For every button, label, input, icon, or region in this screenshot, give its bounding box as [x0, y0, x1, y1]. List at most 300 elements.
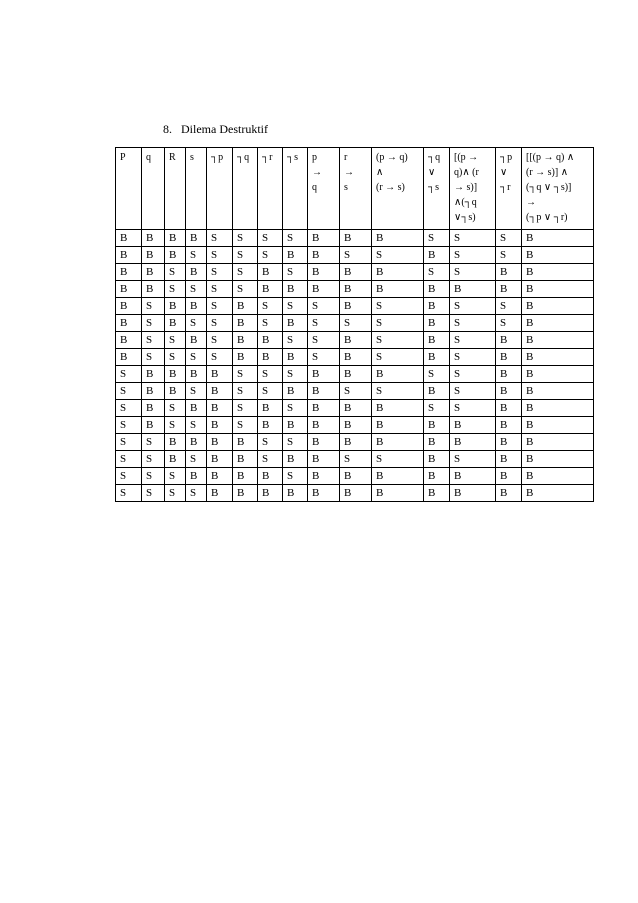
table-cell: S [116, 485, 142, 502]
table-cell: B [522, 383, 594, 400]
column-header-line: R [169, 152, 176, 163]
column-header-line: ┐q [428, 152, 441, 163]
column-header-line: ∨ [500, 167, 508, 178]
column-header-line: [[(p → q) ∧ [526, 152, 575, 163]
table-cell: B [258, 264, 283, 281]
column-header-line: (┐p ∨ ┐r) [526, 212, 568, 223]
table-cell: S [424, 230, 450, 247]
table-cell: B [522, 281, 594, 298]
table-cell: B [142, 264, 165, 281]
column-header [424, 148, 450, 230]
table-cell: B [496, 332, 522, 349]
table-cell: B [233, 451, 258, 468]
column-header-line: → [312, 167, 322, 178]
table-cell: S [372, 247, 424, 264]
table-cell: S [207, 264, 233, 281]
table-cell: B [308, 417, 340, 434]
table-row [116, 281, 594, 298]
table-cell: B [424, 349, 450, 366]
table-cell: S [233, 366, 258, 383]
table-cell: S [283, 434, 308, 451]
table-cell: S [116, 417, 142, 434]
table-cell: B [340, 230, 372, 247]
table-cell: B [116, 332, 142, 349]
header-row [116, 148, 594, 230]
truth-table-header [116, 148, 594, 230]
table-row [116, 230, 594, 247]
table-cell: S [283, 264, 308, 281]
table-cell: B [186, 366, 207, 383]
table-cell: B [340, 468, 372, 485]
column-header-line: p [312, 152, 317, 163]
table-cell: B [496, 417, 522, 434]
table-cell: S [186, 383, 207, 400]
table-cell: B [340, 417, 372, 434]
table-cell: S [450, 383, 496, 400]
table-cell: B [116, 264, 142, 281]
column-header-line: ┐s [428, 182, 439, 193]
table-cell: B [340, 349, 372, 366]
table-cell: S [142, 485, 165, 502]
column-header-line: (p → q) [376, 152, 408, 163]
table-cell: B [142, 400, 165, 417]
column-header-line: (┐q ∨ ┐s)] [526, 182, 572, 193]
table-cell: S [450, 298, 496, 315]
table-cell: S [258, 247, 283, 264]
column-header-line: → [526, 197, 536, 208]
table-cell: B [116, 230, 142, 247]
table-cell: B [424, 451, 450, 468]
table-cell: B [142, 383, 165, 400]
table-cell: B [186, 264, 207, 281]
column-header-line: ┐p [211, 152, 224, 163]
table-cell: B [233, 434, 258, 451]
table-cell: B [258, 332, 283, 349]
table-cell: S [450, 400, 496, 417]
table-cell: B [522, 400, 594, 417]
table-cell: S [207, 281, 233, 298]
column-header-line: ∨ [428, 167, 436, 178]
column-header-line: → s)] [454, 182, 478, 193]
table-cell: S [372, 315, 424, 332]
table-cell: B [372, 468, 424, 485]
table-cell: B [233, 298, 258, 315]
table-cell: B [496, 485, 522, 502]
table-cell: B [496, 383, 522, 400]
column-header [496, 148, 522, 230]
table-cell: B [258, 281, 283, 298]
table-cell: S [340, 383, 372, 400]
table-cell: B [207, 366, 233, 383]
table-cell: B [142, 417, 165, 434]
table-cell: B [207, 485, 233, 502]
table-cell: S [283, 366, 308, 383]
table-cell: B [258, 485, 283, 502]
table-cell: S [142, 434, 165, 451]
column-header-line: q [146, 152, 151, 163]
table-cell: S [450, 366, 496, 383]
table-cell: S [165, 264, 186, 281]
table-cell: B [340, 434, 372, 451]
table-cell: B [165, 298, 186, 315]
table-cell: S [340, 315, 372, 332]
table-cell: S [258, 434, 283, 451]
table-row [116, 332, 594, 349]
table-cell: B [207, 400, 233, 417]
section-heading: Dilema Destruktif [181, 122, 268, 136]
column-header-line: ┐s [287, 152, 298, 163]
column-header [207, 148, 233, 230]
table-cell: B [424, 468, 450, 485]
table-cell: S [372, 349, 424, 366]
table-cell: S [496, 230, 522, 247]
section-number: 8. [163, 122, 172, 136]
table-cell: B [522, 468, 594, 485]
table-cell: B [450, 468, 496, 485]
table-cell: S [233, 383, 258, 400]
table-cell: S [142, 349, 165, 366]
table-cell: S [450, 230, 496, 247]
table-cell: B [372, 417, 424, 434]
table-cell: B [308, 281, 340, 298]
table-cell: B [496, 281, 522, 298]
table-cell: B [165, 434, 186, 451]
table-cell: S [258, 298, 283, 315]
table-cell: B [522, 264, 594, 281]
table-cell: S [142, 298, 165, 315]
table-cell: B [186, 468, 207, 485]
table-cell: B [340, 298, 372, 315]
table-cell: S [186, 451, 207, 468]
table-cell: B [258, 417, 283, 434]
table-cell: S [258, 230, 283, 247]
table-cell: S [283, 298, 308, 315]
table-row [116, 434, 594, 451]
truth-table-body [116, 230, 594, 502]
table-cell: S [308, 315, 340, 332]
table-cell: B [308, 366, 340, 383]
table-cell: B [308, 247, 340, 264]
table-cell: B [283, 315, 308, 332]
table-cell: S [165, 417, 186, 434]
table-cell: B [450, 434, 496, 451]
column-header-line: ∧(┐q [454, 197, 477, 208]
table-row [116, 400, 594, 417]
table-cell: S [233, 281, 258, 298]
table-cell: B [308, 383, 340, 400]
table-cell: B [233, 485, 258, 502]
table-cell: B [522, 434, 594, 451]
table-cell: S [207, 247, 233, 264]
table-cell: S [258, 366, 283, 383]
table-cell: B [258, 400, 283, 417]
column-header-line: P [120, 152, 126, 163]
table-cell: B [207, 417, 233, 434]
table-cell: B [372, 434, 424, 451]
table-cell: B [424, 247, 450, 264]
table-cell: S [450, 332, 496, 349]
table-cell: B [424, 332, 450, 349]
table-cell: B [116, 281, 142, 298]
table-cell: B [450, 485, 496, 502]
table-row [116, 468, 594, 485]
table-cell: B [496, 434, 522, 451]
table-cell: S [165, 485, 186, 502]
table-cell: B [258, 349, 283, 366]
column-header-line: q)∧ (r [454, 167, 479, 178]
table-cell: B [522, 230, 594, 247]
table-cell: B [308, 468, 340, 485]
table-cell: B [308, 434, 340, 451]
table-row [116, 451, 594, 468]
table-cell: S [450, 349, 496, 366]
table-row [116, 264, 594, 281]
table-cell: S [186, 417, 207, 434]
table-cell: B [522, 417, 594, 434]
table-cell: B [522, 349, 594, 366]
column-header-line: [(p → [454, 152, 479, 163]
table-cell: B [522, 315, 594, 332]
table-cell: S [450, 451, 496, 468]
table-row [116, 247, 594, 264]
table-cell: S [207, 349, 233, 366]
table-cell: S [186, 485, 207, 502]
table-cell: S [496, 315, 522, 332]
column-header [165, 148, 186, 230]
table-cell: B [450, 417, 496, 434]
table-cell: S [233, 417, 258, 434]
table-cell: S [233, 264, 258, 281]
table-cell: S [450, 264, 496, 281]
table-cell: B [207, 451, 233, 468]
table-cell: B [308, 400, 340, 417]
table-cell: S [496, 298, 522, 315]
table-cell: B [522, 298, 594, 315]
table-cell: S [308, 332, 340, 349]
table-cell: S [186, 281, 207, 298]
table-cell: S [283, 468, 308, 485]
table-cell: B [450, 281, 496, 298]
table-cell: B [522, 247, 594, 264]
table-cell: B [186, 434, 207, 451]
table-cell: S [450, 315, 496, 332]
table-row [116, 485, 594, 502]
column-header [308, 148, 340, 230]
table-cell: B [258, 468, 283, 485]
truth-table [115, 147, 594, 502]
table-cell: B [165, 230, 186, 247]
table-cell: S [142, 451, 165, 468]
table-cell: S [142, 468, 165, 485]
table-cell: B [308, 485, 340, 502]
column-header [233, 148, 258, 230]
table-cell: B [424, 485, 450, 502]
table-cell: B [283, 451, 308, 468]
table-cell: B [340, 264, 372, 281]
table-cell: B [186, 332, 207, 349]
table-cell: S [258, 451, 283, 468]
table-cell: S [165, 349, 186, 366]
column-header-line: s [190, 152, 194, 163]
table-cell: B [142, 230, 165, 247]
column-header-line: (r → s) [376, 182, 405, 193]
column-header [186, 148, 207, 230]
column-header-line: ┐r [262, 152, 273, 163]
table-cell: B [340, 332, 372, 349]
column-header-line: q [312, 182, 317, 193]
table-cell: B [233, 468, 258, 485]
column-header [283, 148, 308, 230]
table-cell: B [233, 332, 258, 349]
table-cell: S [308, 349, 340, 366]
table-cell: S [207, 315, 233, 332]
table-cell: B [496, 349, 522, 366]
table-cell: B [372, 485, 424, 502]
table-cell: B [424, 383, 450, 400]
table-cell: B [207, 468, 233, 485]
column-header-line: r [344, 152, 348, 163]
table-cell: S [116, 434, 142, 451]
table-cell: S [372, 298, 424, 315]
column-header-line: ∧ [376, 167, 384, 178]
table-cell: B [372, 400, 424, 417]
table-cell: B [165, 383, 186, 400]
table-cell: S [165, 281, 186, 298]
table-cell: S [372, 332, 424, 349]
table-cell: B [522, 485, 594, 502]
table-row [116, 383, 594, 400]
column-header [142, 148, 165, 230]
table-cell: B [372, 230, 424, 247]
table-cell: B [522, 366, 594, 383]
section-title [163, 122, 268, 137]
table-cell: B [116, 315, 142, 332]
column-header [340, 148, 372, 230]
table-cell: B [186, 400, 207, 417]
table-cell: S [258, 383, 283, 400]
column-header-line: s [344, 182, 348, 193]
table-cell: S [142, 332, 165, 349]
table-cell: B [496, 468, 522, 485]
table-cell: S [424, 400, 450, 417]
table-cell: B [116, 247, 142, 264]
table-cell: B [372, 281, 424, 298]
table-cell: B [233, 315, 258, 332]
table-cell: B [424, 281, 450, 298]
table-cell: B [165, 366, 186, 383]
table-cell: B [142, 366, 165, 383]
table-row [116, 349, 594, 366]
table-cell: B [283, 349, 308, 366]
table-cell: B [165, 315, 186, 332]
table-cell: S [258, 315, 283, 332]
column-header-line: ┐q [237, 152, 250, 163]
table-cell: S [116, 366, 142, 383]
table-cell: S [142, 315, 165, 332]
table-cell: S [116, 383, 142, 400]
table-cell: B [283, 247, 308, 264]
table-cell: B [308, 451, 340, 468]
table-cell: B [283, 383, 308, 400]
table-cell: B [340, 366, 372, 383]
table-cell: S [116, 468, 142, 485]
column-header-line: ∨┐s) [454, 212, 476, 223]
table-cell: B [142, 247, 165, 264]
table-cell: S [372, 451, 424, 468]
table-row [116, 315, 594, 332]
table-cell: B [233, 349, 258, 366]
table-cell: S [283, 400, 308, 417]
table-cell: S [116, 451, 142, 468]
table-cell: B [496, 451, 522, 468]
table-cell: S [186, 315, 207, 332]
column-header [116, 148, 142, 230]
table-cell: S [186, 247, 207, 264]
table-cell: S [424, 264, 450, 281]
table-cell: B [207, 383, 233, 400]
table-cell: S [340, 451, 372, 468]
table-cell: B [424, 315, 450, 332]
table-cell: B [340, 400, 372, 417]
table-cell: S [233, 247, 258, 264]
table-cell: B [496, 366, 522, 383]
table-cell: B [116, 349, 142, 366]
table-cell: B [340, 485, 372, 502]
table-cell: B [372, 366, 424, 383]
table-cell: B [186, 298, 207, 315]
table-cell: B [142, 281, 165, 298]
table-cell: S [165, 468, 186, 485]
table-cell: S [450, 247, 496, 264]
table-cell: B [283, 417, 308, 434]
table-cell: B [496, 400, 522, 417]
table-cell: S [308, 298, 340, 315]
column-header-line: ┐p [500, 152, 513, 163]
table-cell: S [165, 400, 186, 417]
table-cell: S [233, 400, 258, 417]
table-cell: B [424, 298, 450, 315]
table-cell: B [424, 417, 450, 434]
table-cell: S [207, 230, 233, 247]
column-header-line: (r → s)] ∧ [526, 167, 569, 178]
table-cell: B [424, 434, 450, 451]
table-cell: B [340, 281, 372, 298]
column-header [258, 148, 283, 230]
table-cell: B [283, 485, 308, 502]
table-cell: S [233, 230, 258, 247]
column-header [522, 148, 594, 230]
table-cell: S [186, 349, 207, 366]
table-row [116, 417, 594, 434]
table-cell: S [283, 230, 308, 247]
table-row [116, 298, 594, 315]
table-cell: S [372, 383, 424, 400]
table-cell: B [522, 332, 594, 349]
table-cell: S [116, 400, 142, 417]
table-cell: S [496, 247, 522, 264]
table-cell: B [522, 451, 594, 468]
table-cell: B [186, 230, 207, 247]
table-cell: B [308, 264, 340, 281]
table-cell: B [372, 264, 424, 281]
table-cell: S [207, 298, 233, 315]
column-header [372, 148, 424, 230]
table-cell: S [207, 332, 233, 349]
table-cell: B [165, 247, 186, 264]
table-cell: S [340, 247, 372, 264]
table-cell: B [283, 281, 308, 298]
table-cell: B [165, 451, 186, 468]
